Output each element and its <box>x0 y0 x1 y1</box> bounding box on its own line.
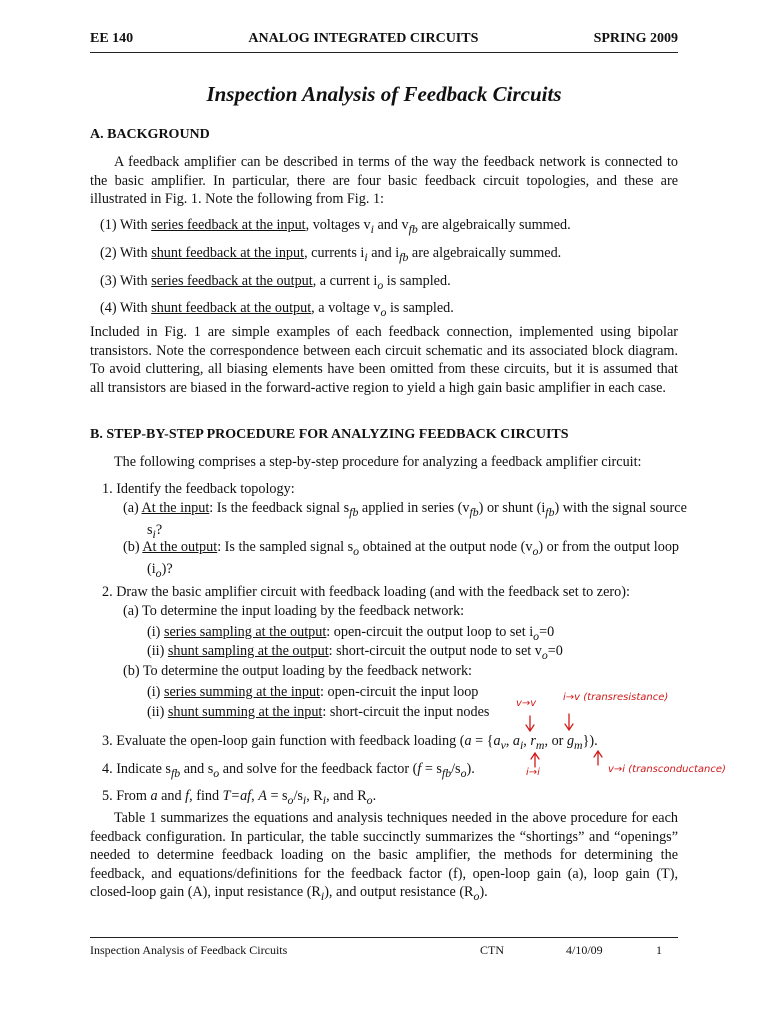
section-a-intro: A feedback amplifier can be described in terms of the way the feedback network is connected to the basic amplifier. In particular, there are four basic feedback circuit topologies, and these are illustrated in Fig. 1. Note the following from Fig. 1: <box>90 154 678 207</box>
step-1: 1. Identify the feedback topology: <box>102 481 295 497</box>
handwritten-note: i→v (transresistance) <box>563 692 669 703</box>
step-1a: (a) At the input: Is the feedback signal $s_{fb}$ applied in series $(v_{fb})$ or shunt $(i_{fb})$ with the signal source $s_i$? <box>123 500 687 542</box>
step-4: 4. Indicate $s_{fb}$ and $s_o$ and solve for the feedback factor $(f = s_{fb}/s_o)$. <box>102 761 475 780</box>
document-page <box>90 0 687 1024</box>
handwritten-note: i→i <box>526 767 540 778</box>
section-b-heading: B. STEP-BY-STEP PROCEDURE FOR ANALYZING FEEDBACK CIRCUITS <box>90 427 569 442</box>
step-2b: (b) To determine the output loading by the feedback network: <box>123 663 472 679</box>
handwritten-note: v→i (transconductance) <box>608 764 726 775</box>
section-a-heading: A. BACKGROUND <box>90 127 210 142</box>
footer-title: Inspection Analysis of Feedback Circuits <box>90 943 288 957</box>
header-term: SPRING 2009 <box>593 31 678 46</box>
header-course: EE 140 <box>90 31 134 46</box>
step-1b: (b) At the output: Is the sampled signal $s_o$ obtained at the output node $(v_o)$ or from the output loop $(i_o)$? <box>123 539 680 581</box>
list-item: (4) With shunt feedback at the output, a voltage $v_o$ is sampled. <box>100 300 454 319</box>
step-2: 2. Draw the basic amplifier circuit with feedback loading (and with the feedback set to zero): <box>102 584 630 600</box>
step-2a-i: (i) series sampling at the output: open-circuit the output loop to set $i_o=0$ <box>147 624 555 643</box>
step-2b-i: (i) series summing at the input: open-circuit the input loop <box>147 684 479 700</box>
list-item: (3) With series feedback at the output, a current $i_o$ is sampled. <box>100 273 451 292</box>
list-item: (2) With shunt feedback at the input, currents $i_i$ and $i_{fb}$ are algebraically summed. <box>100 245 562 264</box>
list-item: (1) With series feedback at the input, voltages $v_i$ and $v_{fb}$ are algebraically summed. <box>100 217 571 236</box>
page-title: Inspection Analysis of Feedback Circuits <box>206 82 562 106</box>
footer-page-number: 1 <box>656 943 662 957</box>
section-b-table-paragraph: Table 1 summarizes the equations and analysis techniques needed in the above procedure for each feedback configuration. In particular, the table succinctly summarizes the “shortings” and “openings” needed to determine feedback loading on the basic amplifier, the methods for determining the feedback, and equations/definitions for the feedback factor (f), open-loop gain (a), loop gain (T), closed-loop gain (A), input resistance $(R_i)$, and output resistance $(R_o)$. <box>90 810 678 903</box>
step-5: 5. From a and f, find T=af, $A = s_o/s_i$, $R_i$, and $R_o$. <box>102 788 377 807</box>
footer-date: 4/10/09 <box>566 943 603 957</box>
step-2a: (a) To determine the input loading by the feedback network: <box>123 603 465 619</box>
section-b-intro: The following comprises a step-by-step procedure for analyzing a feedback amplifier circuit: <box>114 454 642 470</box>
footer-rule <box>90 937 678 938</box>
running-header <box>90 30 678 49</box>
header-course-title: ANALOG INTEGRATED CIRCUITS <box>248 31 479 46</box>
footer-author: CTN <box>480 943 504 957</box>
step-3: 3. Evaluate the open-loop gain function with feedback loading ($a = \{a_v$, $a_i$, $r_m$, or $g_m$}). <box>102 733 598 752</box>
step-2b-ii: (ii) shunt summing at the input: short-circuit the input nodes <box>147 704 490 720</box>
step-2a-ii: (ii) shunt sampling at the output: short-circuit the output node to set $v_o=0$ <box>147 643 563 662</box>
handwritten-note: v→v <box>516 698 537 709</box>
header-rule <box>90 52 678 53</box>
section-a-paragraph: Included in Fig. 1 are simple examples of each feedback connection, implemented using bipolar transistors. Note the correspondence between each circuit schematic and its associated block diagram. To avoid cluttering, all biasing elements have been omitted from these circuits, but it is assumed that all transistors are biased in the forward-active region to yield a high gain basic amplifier in each case. <box>90 324 678 396</box>
